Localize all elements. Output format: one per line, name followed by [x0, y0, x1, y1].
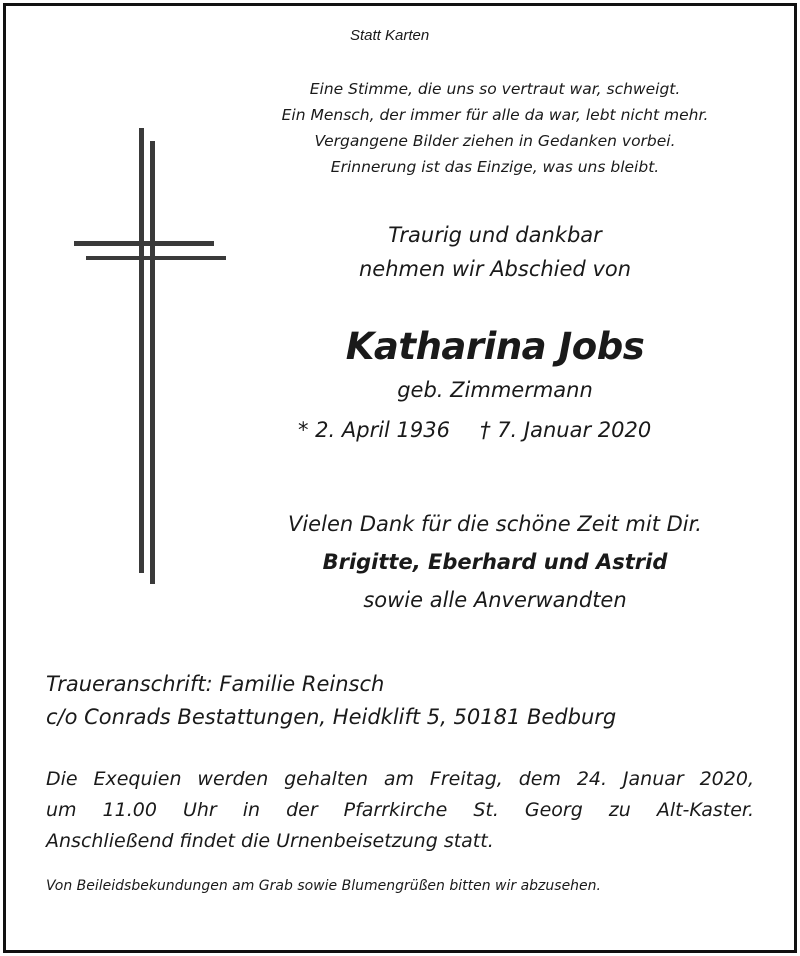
memorial-verse [230, 76, 760, 180]
service-line: um 11.00 Uhr in der Pfarrkirche St. Georg zu Alt-Kaster. [46, 799, 754, 821]
header-note: Statt Karten [350, 27, 430, 44]
verse-line: Eine Stimme, die uns so vertraut war, schweigt. [309, 80, 681, 98]
address-line: Traueranschrift: Familie Reinsch [46, 672, 385, 696]
mourning-address [46, 668, 616, 734]
death-date: † 7. Januar 2020 [480, 418, 652, 442]
service-line: Anschließend findet die Urnenbeisetzung statt. [46, 830, 494, 852]
farewell-intro [270, 218, 720, 286]
address-line: c/o Conrads Bestattungen, Heidklift 5, 50181 Bedburg [46, 705, 617, 729]
birth-name: geb. Zimmermann [397, 378, 593, 402]
condolence-note: Von Beileidsbekundungen am Grab sowie Blumengrüßen bitten wir abzusehen. [46, 878, 601, 894]
cross-horizontal-bar [86, 256, 226, 260]
verse-line: Vergangene Bilder ziehen in Gedanken vorbei. [314, 132, 676, 150]
intro-line: Traurig und dankbar [388, 223, 602, 247]
deceased-name: Katharina Jobs [345, 325, 645, 368]
thanks-line: Vielen Dank für die schöne Zeit mit Dir. [287, 512, 702, 536]
service-line: Die Exequien werden gehalten am Freitag, dem 24. Januar 2020, [46, 768, 754, 790]
service-info [46, 764, 754, 857]
thanks-block [240, 505, 750, 619]
verse-line: Erinnerung ist das Einzige, was uns bleibt. [330, 158, 660, 176]
life-dates [298, 418, 651, 442]
cross-vertical-bar [150, 141, 155, 584]
mourners-names: Brigitte, Eberhard und Astrid [322, 550, 668, 574]
verse-line: Ein Mensch, der immer für alle da war, lebt nicht mehr. [281, 106, 709, 124]
cross-horizontal-bar [74, 241, 214, 246]
intro-line: nehmen wir Abschied von [358, 257, 632, 281]
birth-date: * 2. April 1936 [298, 418, 451, 442]
cross-vertical-bar [139, 128, 144, 573]
relatives-line: sowie alle Anverwandten [363, 588, 627, 612]
